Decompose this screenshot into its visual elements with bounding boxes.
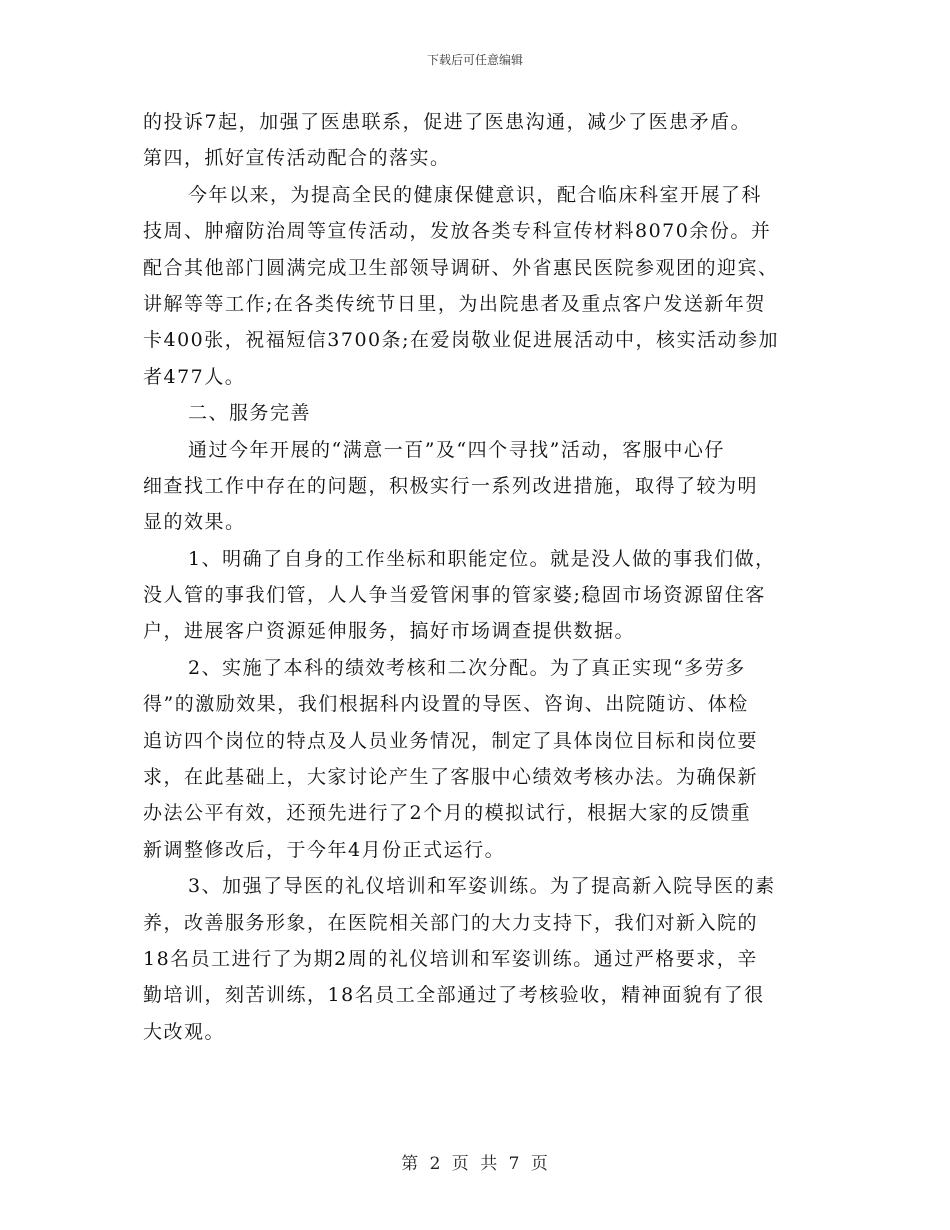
text-line: 新调整修改后，于今年4月份正式运行。 bbox=[143, 838, 506, 861]
text-line: 勤培训，刻苦训练，18名员工全部通过了考核验收，精神面貌有了很 bbox=[143, 984, 765, 1007]
text-line: 配合其他部门圆满完成卫生部领导调研、外省惠民医院参观团的迎宾、 bbox=[143, 256, 779, 279]
text-line: 求，在此基础上，大家讨论产生了客服中心绩效考核办法。为确保新 bbox=[143, 766, 759, 789]
text-line: 通过今年开展的“满意一百”及“四个寻找”活动，客服中心仔 bbox=[188, 438, 725, 461]
text-line: 的投诉7起，加强了医患联系，促进了医患沟通，减少了医患矛盾。 bbox=[143, 111, 752, 133]
text-line: 2、实施了本科的绩效考核和二次分配。为了真正实现“多劳多 bbox=[188, 656, 746, 679]
document-body bbox=[143, 104, 811, 1050]
text-line: 显的效果。 bbox=[143, 511, 246, 534]
page-header: 下载后可任意编辑 bbox=[426, 53, 523, 67]
text-line: 讲解等等工作;在各类传统节日里，为出院患者及重点客户发送新年贺 bbox=[143, 292, 766, 315]
text-line: 第四，抓好宣传活动配合的落实。 bbox=[143, 147, 451, 170]
text-line: 细查找工作中存在的问题，积极实行一系列改进措施，取得了较为明 bbox=[143, 474, 759, 497]
text-line: 卡400张，祝福短信3700条;在爱岗敬业促进展活动中，核实活动参加 bbox=[143, 329, 780, 352]
text-line: 得”的激励效果，我们根据科内设置的导医、咨询、出院随访、体检 bbox=[143, 693, 749, 716]
text-line: 技周、肿瘤防治周等宣传活动，发放各类专科宣传材料8070余份。并 bbox=[143, 220, 772, 243]
page-footer: 第 2 页 共 7 页 bbox=[401, 1154, 549, 1174]
text-line: 追访四个岗位的特点及人员业务情况，制定了具体岗位目标和岗位要 bbox=[143, 729, 759, 752]
text-line: 今年以来，为提高全民的健康保健意识，配合临床科室开展了科 bbox=[188, 183, 763, 206]
text-line: 者477人。 bbox=[143, 365, 246, 388]
text-line: 没人管的事我们管，人人争当爱管闲事的管家婆;稳固市场资源留住客 bbox=[143, 584, 766, 607]
text-line: 办法公平有效，还预先进行了2个月的模拟试行，根据大家的反馈重 bbox=[143, 802, 752, 825]
text-line: 二、服务完善 bbox=[188, 402, 312, 425]
text-line: 1、明确了自身的工作坐标和职能定位。就是没人做的事我们做， bbox=[188, 547, 776, 570]
text-line: 户，进展客户资源延伸服务，搞好市场调查提供数据。 bbox=[143, 620, 636, 643]
text-line: 大改观。 bbox=[143, 1020, 226, 1043]
text-line: 18名员工进行了为期2周的礼仪培训和军姿训练。通过严格要求，辛 bbox=[143, 947, 758, 970]
text-line: 3、加强了导医的礼仪培训和军姿训练。为了提高新入院导医的素 bbox=[188, 875, 776, 898]
text-line: 养，改善服务形象，在医院相关部门的大力支持下，我们对新入院的 bbox=[143, 911, 759, 934]
